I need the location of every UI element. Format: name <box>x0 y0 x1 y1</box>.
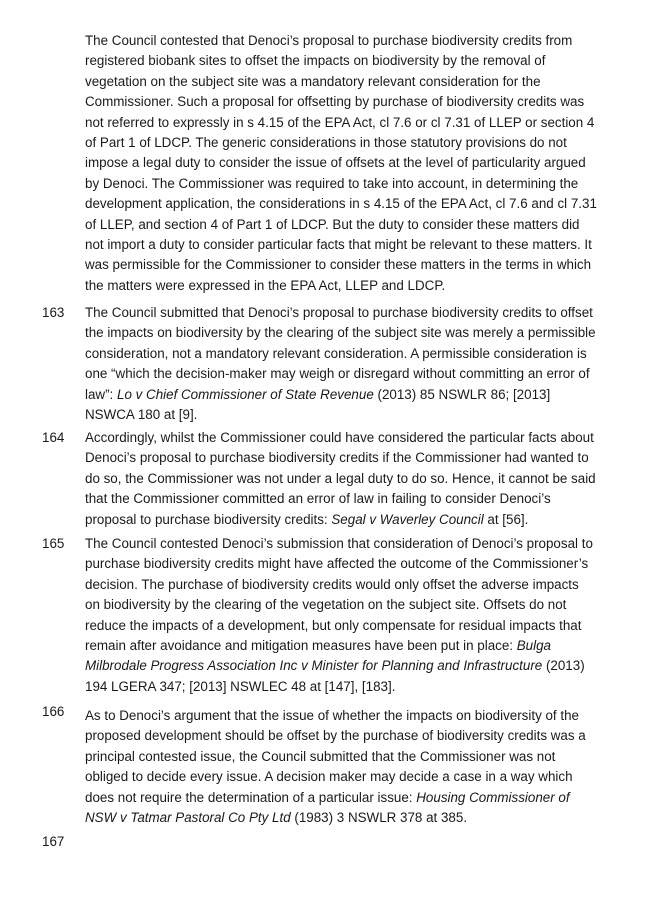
paragraph-166 <box>85 706 597 828</box>
case-citation: Segal v Waverley Council <box>331 511 484 527</box>
paragraph-text: The Council contested that Denoci’s proposal to purchase biodiversity credits from registered biobank sites to offset the impacts on biodiversity by the removal of vegetation on the subject site was a mandatory relevant consideration for the Commissioner. Such a proposal for offsetting by purchase of biodiversity credits was not referred to expressly in s 4.15 of the EPA Act, cl 7.6 or cl 7.31 of LLEP or section 4 of Part 1 of LDCP. The generic considerations in those statutory provisions do not impose a legal duty to consider the issue of offsets at the level of particularity argued by Denoci. The Commissioner was required to take into account, in determining the development application, the considerations in s 4.15 of the EPA Act, cl 7.6 and cl 7.31 of LLEP, and section 4 of Part 1 of LDCP. But the duty to consider these matters did not import a duty to consider particular facts that might be relevant to these matters. It was permissible for the Commissioner to consider these matters in the terms in which the matters were expressed in the EPA Act, LLEP and LDCP. <box>85 33 597 293</box>
paragraph-number: 163 <box>42 305 65 320</box>
case-citation: Bulga Milbrodale Progress Association Inc v Minister for Planning and Infrastructure <box>85 638 551 674</box>
paragraph-number: 164 <box>42 430 65 445</box>
case-citation: Housing Commissioner of NSW v Tatmar Pastoral Co Pty Ltd <box>85 789 570 826</box>
paragraph-text: As to Denoci’s argument that the issue of whether the impacts on biodiversity of the proposed development should be offset by the purchase of biodiversity credits was a principal contested issue, the Council submitted that the Commissioner was not obliged to decide every issue. A decision maker may decide a case in a way which does not require the determination of a particular issue: Housing Commissioner of NSW v Tatmar Pastoral Co Pty Ltd (1983) 3 NSWLR 378 at 385. <box>85 708 586 826</box>
paragraph-number: 165 <box>42 536 65 551</box>
case-citation: Lo v Chief Commissioner of State Revenue <box>117 386 374 402</box>
paragraph-text: The Council submitted that Denoci’s proposal to purchase biodiversity credits to offset the impacts on biodiversity by the clearing of the subject site was merely a permissible consideration, not a mandatory relevant consideration. A permissible consideration is one “which the decision-maker may weigh or disregard without committing an error of law”: Lo v Chief Commissioner of State Revenue (2013) 85 NSWLR 86; [2013] NSWCA 180 at [9]. <box>85 305 596 423</box>
paragraph-text: Accordingly, whilst the Commissioner could have considered the particular facts about Denoci’s proposal to purchase biodiversity credits if the Commissioner had wanted to do so, the Commissioner was not under a legal duty to do so. Hence, it cannot be said that the Commissioner committed an error of law in failing to consider Denoci’s proposal to purchase biodiversity credits: Segal v Waverley Council at [56]. <box>85 430 596 527</box>
paragraph-text: The Council contested Denoci’s submission that consideration of Denoci’s proposal to purchase biodiversity credits might have affected the outcome of the Commissioner’s decision. The purchase of biodiversity credits would only offset the adverse impacts on biodiversity by the clearing of the vegetation on the subject site. Offsets do not reduce the impacts of a development, but only compensate for residual impacts that remain after avoidance and mitigation measures have been put in place: Bulga Milbrodale Progress Association Inc v Minister for Planning and Infrastructure (2013) 194 LGERA 347; [2013] NSWLEC 48 at [147], [183]. <box>85 536 593 694</box>
paragraph-number: 167 <box>42 834 65 849</box>
intro-paragraph <box>85 31 597 296</box>
paragraph-number: 166 <box>42 704 65 719</box>
paragraph-163 <box>85 303 597 425</box>
paragraph-165 <box>85 534 597 697</box>
paragraph-164 <box>85 428 597 530</box>
